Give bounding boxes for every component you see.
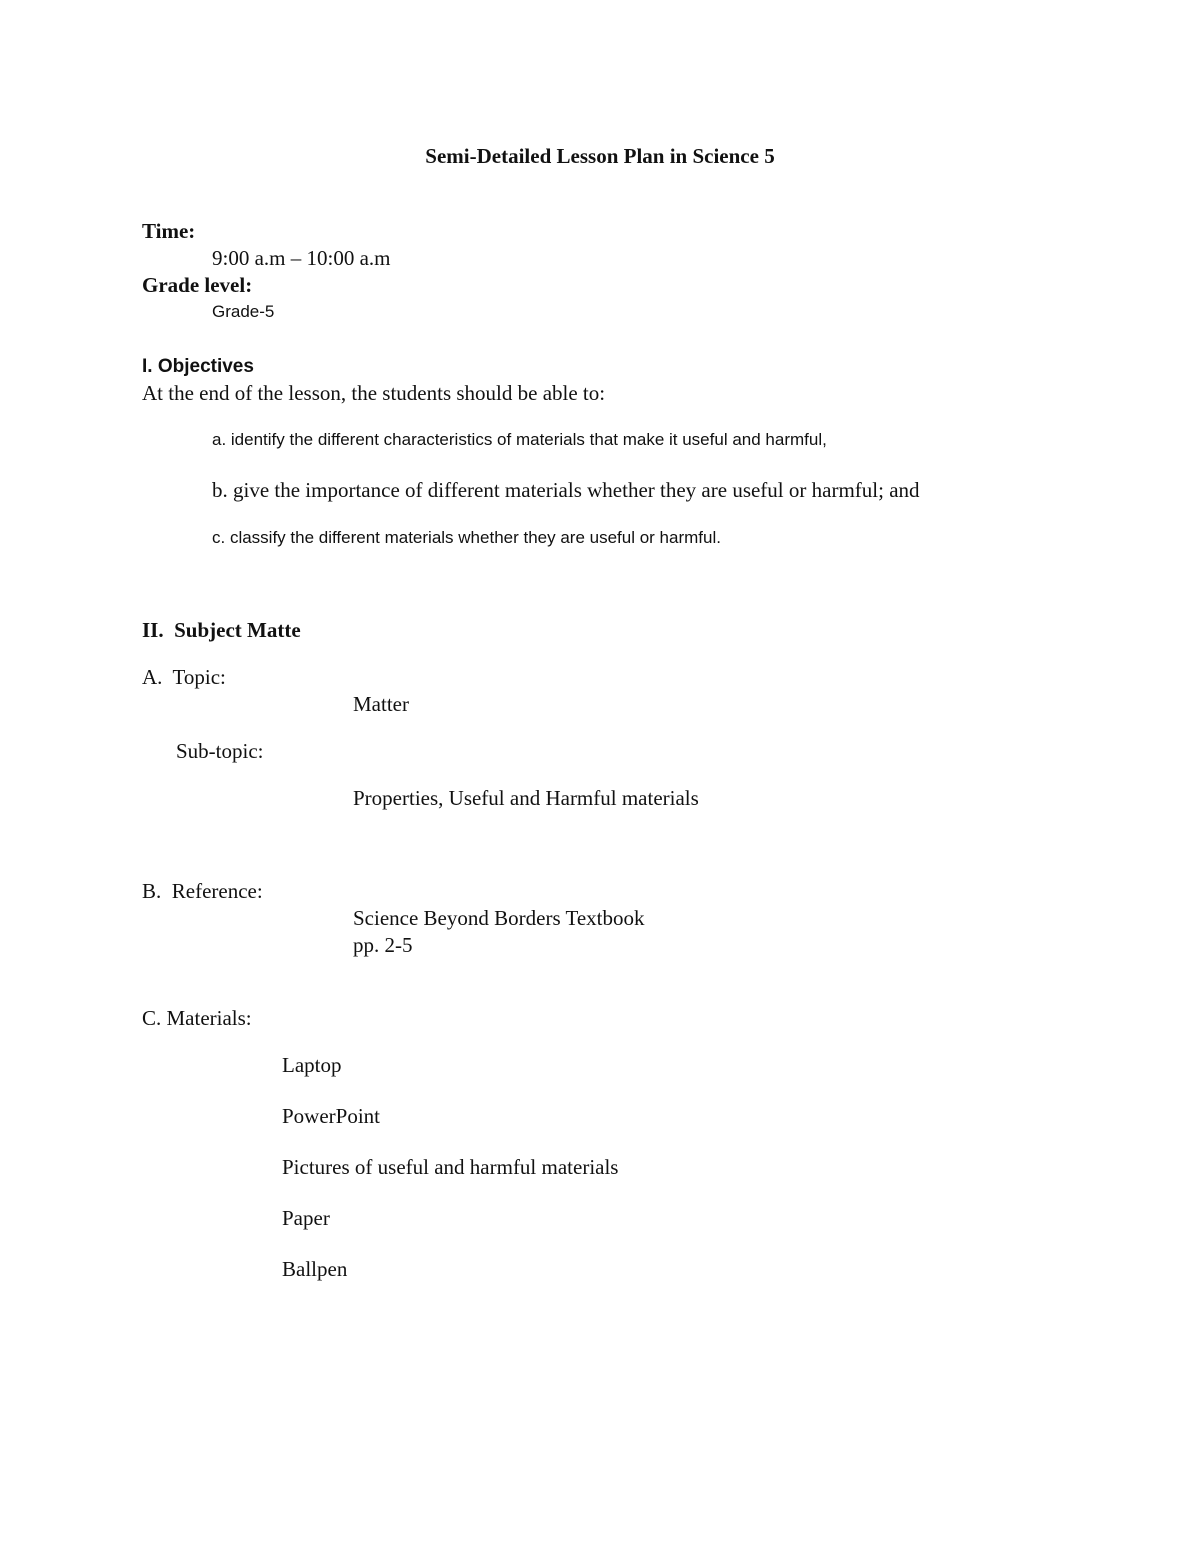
materials-label: C. Materials: <box>142 1006 252 1030</box>
materials-item: PowerPoint <box>282 1104 381 1128</box>
time-label: Time: <box>142 219 196 243</box>
reference-label: B. Reference: <box>142 879 263 903</box>
time-value: 9:00 a.m – 10:00 a.m <box>212 246 391 270</box>
materials-item: Paper <box>282 1206 330 1230</box>
materials-item: Pictures of useful and harmful materials <box>282 1155 619 1179</box>
grade-level-value: Grade-5 <box>212 302 275 321</box>
materials-item: Laptop <box>282 1053 342 1077</box>
objectives-intro: At the end of the lesson, the students should be able to: <box>142 381 606 405</box>
topic-label: A. Topic: <box>142 665 226 689</box>
objective-item-a: a. identify the different characteristics of materials that make it useful and harmful, <box>212 430 827 449</box>
grade-level-label: Grade level: <box>142 273 253 297</box>
objective-item-b: b. give the importance of different materials whether they are useful or harmful; and <box>212 478 920 502</box>
reference-pages: pp. 2-5 <box>353 933 413 957</box>
materials-item: Ballpen <box>282 1257 348 1281</box>
topic-value: Matter <box>353 692 409 716</box>
subject-matter-heading: II. Subject Matte <box>142 618 301 642</box>
objectives-heading: I. Objectives <box>142 356 254 377</box>
page-title: Semi-Detailed Lesson Plan in Science 5 <box>425 144 775 168</box>
subtopic-label: Sub-topic: <box>176 739 264 763</box>
subtopic-value: Properties, Useful and Harmful materials <box>353 786 699 810</box>
objective-item-c: c. classify the different materials whether they are useful or harmful. <box>212 528 721 547</box>
reference-title: Science Beyond Borders Textbook <box>353 906 645 930</box>
